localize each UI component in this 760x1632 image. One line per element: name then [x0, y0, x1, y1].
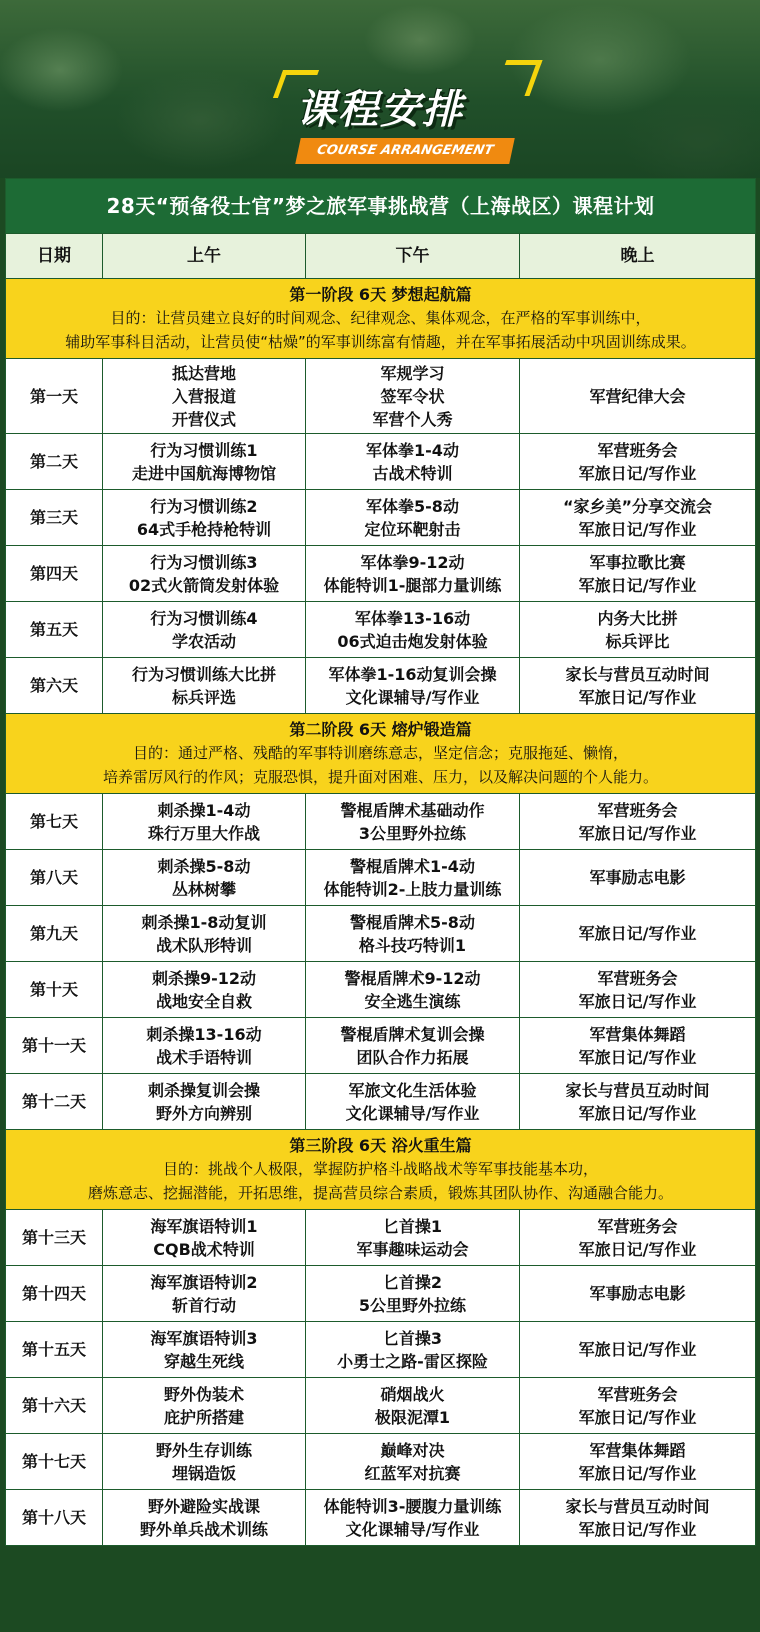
- activity-line: 文化课辅导/写作业: [345, 687, 480, 707]
- stage-goal-line: 目的：让营员建立良好的时间观念、纪律观念、集体观念，在严格的军事训练中，: [110, 309, 651, 327]
- morning-cell: [103, 1490, 306, 1546]
- activity-line: 军营纪律大会: [589, 386, 686, 406]
- hero-banner: [0, 0, 760, 182]
- stage-cell: [6, 1130, 756, 1210]
- morning-cell: [103, 359, 306, 434]
- table-row: [6, 850, 756, 906]
- table-row: [6, 602, 756, 658]
- activity-line: 军旅日记/写作业: [578, 687, 697, 707]
- stage-goal-line: 培养雷厉风行的作风；克服恐惧，提升面对困难、压力，以及解决问题的个人能力。: [102, 768, 658, 786]
- table-row: [6, 1378, 756, 1434]
- afternoon-cell: [306, 359, 520, 434]
- activity-line: 军旅日记/写作业: [578, 924, 697, 943]
- activity-line: 军事拉歌比赛: [589, 552, 686, 572]
- activity-line: 军旅日记/写作业: [578, 1047, 697, 1067]
- activity-line: 5公里野外拉练: [358, 1295, 467, 1315]
- day-cell: 第十七天: [6, 1434, 103, 1490]
- morning-cell: [103, 1434, 306, 1490]
- table-row: [6, 906, 756, 962]
- activity-line: 家长与营员互动时间: [565, 1080, 710, 1100]
- table-row: [6, 490, 756, 546]
- day-cell: 第五天: [6, 602, 103, 658]
- activity-line: 体能特训3-腰腹力量训练: [323, 1496, 502, 1516]
- table-row: [6, 658, 756, 714]
- activity-line: 警棍盾牌术5-8动: [350, 912, 475, 932]
- morning-cell: [103, 434, 306, 490]
- morning-cell: [103, 1378, 306, 1434]
- activity-line: 02式火箭筒发射体验: [128, 575, 280, 595]
- activity-line: 战地安全自救: [155, 991, 252, 1011]
- activity-line: 标兵评比: [605, 631, 670, 651]
- activity-line: 刺杀操13-16动: [146, 1024, 262, 1044]
- evening-cell: [520, 1490, 756, 1546]
- column-header-evening: 晚上: [520, 234, 756, 279]
- afternoon-cell: [306, 490, 520, 546]
- activity-line: 军事励志电影: [589, 868, 686, 887]
- activity-line: 军规学习: [380, 363, 445, 383]
- activity-line: 06式迫击炮发射体验: [337, 631, 488, 651]
- activity-line: 军旅日记/写作业: [578, 1463, 697, 1483]
- schedule-table: [5, 178, 756, 1546]
- stage-title: 第三阶段 6天 浴火重生篇: [289, 1136, 472, 1155]
- activity-line: 警棍盾牌术9-12动: [344, 968, 481, 988]
- activity-line: 军事励志电影: [589, 1284, 686, 1303]
- page-subtitle-badge: [295, 138, 515, 164]
- morning-cell: [103, 962, 306, 1018]
- stage-goal-line: 目的：通过严格、残酷的军事特训磨练意志，坚定信念；克服拖延、懒惰，: [132, 744, 628, 762]
- afternoon-cell: [306, 794, 520, 850]
- evening-cell: [520, 434, 756, 490]
- activity-line: 军旅文化生活体验: [348, 1080, 477, 1100]
- activity-line: 刺杀操5-8动: [157, 856, 251, 876]
- stage-row: [6, 279, 756, 359]
- table-row: [6, 434, 756, 490]
- afternoon-cell: [306, 850, 520, 906]
- evening-cell: [520, 546, 756, 602]
- activity-line: 64式手枪持枪特训: [136, 519, 272, 539]
- evening-cell: [520, 490, 756, 546]
- evening-cell: [520, 1266, 756, 1322]
- evening-cell: [520, 1322, 756, 1378]
- morning-cell: [103, 1018, 306, 1074]
- evening-cell: [520, 1378, 756, 1434]
- activity-line: 军旅日记/写作业: [578, 991, 697, 1011]
- stage-cell: [6, 714, 756, 794]
- table-row: [6, 1490, 756, 1546]
- table-row: [6, 1266, 756, 1322]
- activity-line: 军旅日记/写作业: [578, 823, 697, 843]
- plan-title: 28天“预备役士官”梦之旅军事挑战营（上海战区）课程计划: [6, 179, 756, 234]
- activity-line: 埋锅造饭: [171, 1463, 236, 1483]
- table-row: [6, 359, 756, 434]
- morning-cell: [103, 1322, 306, 1378]
- afternoon-cell: [306, 434, 520, 490]
- column-header-afternoon: 下午: [306, 234, 520, 279]
- activity-line: 警棍盾牌术复训会操: [340, 1024, 485, 1044]
- activity-line: 定位环靶射击: [364, 519, 461, 539]
- activity-line: 刺杀操1-4动: [157, 800, 251, 820]
- morning-cell: [103, 1266, 306, 1322]
- day-cell: 第十三天: [6, 1210, 103, 1266]
- activity-line: 匕首操1: [382, 1216, 443, 1236]
- morning-cell: [103, 906, 306, 962]
- afternoon-cell: [306, 962, 520, 1018]
- activity-line: 行为习惯训练大比拼: [131, 664, 276, 684]
- activity-line: 刺杀操复训会操: [147, 1080, 260, 1100]
- evening-cell: [520, 1018, 756, 1074]
- afternoon-cell: [306, 1378, 520, 1434]
- stage-row: [6, 1130, 756, 1210]
- afternoon-cell: [306, 1074, 520, 1130]
- afternoon-cell: [306, 906, 520, 962]
- activity-line: 标兵评选: [171, 687, 236, 707]
- activity-line: 军营班务会: [597, 1384, 678, 1404]
- stage-goal-line: 辅助军事科目活动，让营员使“枯燥”的军事训练富有情趣，并在军事拓展活动中巩固训练成果。: [65, 333, 696, 351]
- table-row: [6, 794, 756, 850]
- evening-cell: [520, 1210, 756, 1266]
- activity-line: 军旅日记/写作业: [578, 1239, 697, 1259]
- activity-line: 军旅日记/写作业: [578, 463, 697, 483]
- activity-line: CQB战术特训: [153, 1239, 255, 1259]
- day-cell: 第二天: [6, 434, 103, 490]
- day-cell: 第十八天: [6, 1490, 103, 1546]
- page-subtitle: COURSE ARRANGEMENT: [315, 143, 495, 158]
- stage-cell: [6, 279, 756, 359]
- evening-cell: [520, 1434, 756, 1490]
- activity-line: 匕首操3: [382, 1328, 443, 1348]
- activity-line: 军体拳9-12动: [360, 552, 465, 572]
- activity-line: 文化课辅导/写作业: [345, 1519, 480, 1539]
- activity-line: 红蓝军对抗赛: [364, 1463, 461, 1483]
- activity-line: 军事趣味运动会: [356, 1239, 469, 1259]
- table-row: [6, 1210, 756, 1266]
- morning-cell: [103, 850, 306, 906]
- day-cell: 第十六天: [6, 1378, 103, 1434]
- page-title: 课程安排: [296, 87, 464, 133]
- activity-line: 极限泥潭1: [374, 1407, 451, 1427]
- activity-line: 入营报道: [171, 386, 236, 406]
- morning-cell: [103, 546, 306, 602]
- evening-cell: [520, 962, 756, 1018]
- morning-cell: [103, 658, 306, 714]
- activity-line: 体能特训2-上肢力量训练: [323, 879, 502, 899]
- activity-line: 军体拳1-4动: [366, 440, 459, 460]
- activity-line: 野外生存训练: [155, 1440, 252, 1460]
- evening-cell: [520, 1074, 756, 1130]
- activity-line: 军营班务会: [597, 440, 678, 460]
- activity-line: 战术手语特训: [155, 1047, 252, 1067]
- activity-line: 斩首行动: [171, 1295, 236, 1315]
- activity-line: 家长与营员互动时间: [565, 1496, 710, 1516]
- activity-line: 抵达营地: [171, 363, 236, 383]
- day-cell: 第十四天: [6, 1266, 103, 1322]
- activity-line: 军旅日记/写作业: [578, 1103, 697, 1123]
- activity-line: 警棍盾牌术基础动作: [340, 800, 485, 820]
- activity-line: 军体拳1-16动复训会操: [328, 664, 497, 684]
- activity-line: 军营集体舞蹈: [589, 1024, 686, 1044]
- activity-line: 军营班务会: [597, 1216, 678, 1236]
- table-row: [6, 1322, 756, 1378]
- column-header-date: 日期: [6, 234, 103, 279]
- activity-line: 签军令状: [380, 386, 445, 406]
- day-cell: 第十天: [6, 962, 103, 1018]
- activity-line: 内务大比拼: [597, 608, 678, 628]
- evening-cell: [520, 359, 756, 434]
- activity-line: 行为习惯训练4: [150, 608, 258, 628]
- activity-line: 行为习惯训练1: [150, 440, 258, 460]
- activity-line: 刺杀操9-12动: [151, 968, 257, 988]
- activity-line: 军营班务会: [597, 968, 678, 988]
- evening-cell: [520, 850, 756, 906]
- day-cell: 第四天: [6, 546, 103, 602]
- morning-cell: [103, 1210, 306, 1266]
- stage-title: 第一阶段 6天 梦想起航篇: [289, 285, 472, 304]
- table-row: [6, 1074, 756, 1130]
- day-cell: 第十一天: [6, 1018, 103, 1074]
- activity-line: 小勇士之路-雷区探险: [337, 1351, 488, 1371]
- activity-line: 硝烟战火: [380, 1384, 445, 1404]
- activity-line: 珠行万里大作战: [147, 823, 260, 843]
- table-row: [6, 546, 756, 602]
- activity-line: 文化课辅导/写作业: [345, 1103, 480, 1123]
- day-cell: 第三天: [6, 490, 103, 546]
- activity-line: 海军旗语特训1: [150, 1216, 258, 1236]
- afternoon-cell: [306, 1266, 520, 1322]
- table-header-row: [6, 234, 756, 279]
- stage-goal-line: 目的：挑战个人极限，掌握防护格斗战略战术等军事技能基本功，: [162, 1160, 598, 1178]
- activity-line: 古战术特训: [372, 463, 453, 483]
- afternoon-cell: [306, 1018, 520, 1074]
- day-cell: 第九天: [6, 906, 103, 962]
- activity-line: 安全逃生演练: [364, 991, 461, 1011]
- afternoon-cell: [306, 1322, 520, 1378]
- activity-line: 走进中国航海博物馆: [131, 463, 276, 483]
- activity-line: 行为习惯训练2: [150, 496, 258, 516]
- activity-line: 海军旗语特训2: [150, 1272, 258, 1292]
- activity-line: 学农活动: [171, 631, 236, 651]
- activity-line: “家乡美”分享交流会: [562, 496, 713, 516]
- activity-line: 巅峰对决: [380, 1440, 445, 1460]
- activity-line: 刺杀操1-8动复训: [141, 912, 267, 932]
- activity-line: 军旅日记/写作业: [578, 1407, 697, 1427]
- activity-line: 匕首操2: [382, 1272, 443, 1292]
- activity-line: 家长与营员互动时间: [565, 664, 710, 684]
- evening-cell: [520, 602, 756, 658]
- activity-line: 军体拳13-16动: [354, 608, 471, 628]
- day-cell: 第七天: [6, 794, 103, 850]
- table-row: [6, 962, 756, 1018]
- table-row: [6, 1434, 756, 1490]
- activity-line: 战术队形特训: [155, 935, 252, 955]
- stage-row: [6, 714, 756, 794]
- table-row: [6, 1018, 756, 1074]
- activity-line: 军旅日记/写作业: [578, 1340, 697, 1359]
- activity-line: 丛林树攀: [171, 879, 236, 899]
- activity-line: 军旅日记/写作业: [578, 1519, 697, 1539]
- afternoon-cell: [306, 1210, 520, 1266]
- afternoon-cell: [306, 602, 520, 658]
- evening-cell: [520, 794, 756, 850]
- evening-cell: [520, 906, 756, 962]
- activity-line: 格斗技巧特训1: [358, 935, 467, 955]
- activity-line: 野外避险实战课: [147, 1496, 260, 1516]
- activity-line: 军旅日记/写作业: [578, 519, 697, 539]
- activity-line: 穿越生死线: [163, 1351, 244, 1371]
- activity-line: 体能特训1-腿部力量训练: [323, 575, 502, 595]
- activity-line: 庇护所搭建: [163, 1407, 244, 1427]
- evening-cell: [520, 658, 756, 714]
- morning-cell: [103, 490, 306, 546]
- day-cell: 第六天: [6, 658, 103, 714]
- activity-line: 军营集体舞蹈: [589, 1440, 686, 1460]
- day-cell: 第十五天: [6, 1322, 103, 1378]
- day-cell: 第一天: [6, 359, 103, 434]
- morning-cell: [103, 794, 306, 850]
- morning-cell: [103, 602, 306, 658]
- day-cell: 第八天: [6, 850, 103, 906]
- activity-line: 行为习惯训练3: [150, 552, 258, 572]
- afternoon-cell: [306, 546, 520, 602]
- activity-line: 团队合作力拓展: [356, 1047, 469, 1067]
- activity-line: 军旅日记/写作业: [578, 575, 697, 595]
- activity-line: 野外伪装术: [163, 1384, 244, 1404]
- day-cell: 第十二天: [6, 1074, 103, 1130]
- afternoon-cell: [306, 658, 520, 714]
- afternoon-cell: [306, 1490, 520, 1546]
- activity-line: 野外方向辨别: [155, 1103, 252, 1123]
- activity-line: 军营个人秀: [372, 409, 453, 429]
- activity-line: 军体拳5-8动: [366, 496, 459, 516]
- activity-line: 海军旗语特训3: [150, 1328, 258, 1348]
- activity-line: 军营班务会: [597, 800, 678, 820]
- afternoon-cell: [306, 1434, 520, 1490]
- activity-line: 警棍盾牌术1-4动: [350, 856, 475, 876]
- activity-line: 3公里野外拉练: [358, 823, 467, 843]
- stage-title: 第二阶段 6天 熔炉锻造篇: [289, 720, 472, 739]
- morning-cell: [103, 1074, 306, 1130]
- column-header-morning: 上午: [103, 234, 306, 279]
- stage-goal-line: 磨炼意志、挖掘潜能，开拓思维，提高营员综合素质，锻炼其团队协作、沟通融合能力。: [87, 1184, 673, 1202]
- activity-line: 野外单兵战术训练: [139, 1519, 268, 1539]
- activity-line: 开营仪式: [171, 409, 236, 429]
- schedule-sheet: [0, 178, 760, 1632]
